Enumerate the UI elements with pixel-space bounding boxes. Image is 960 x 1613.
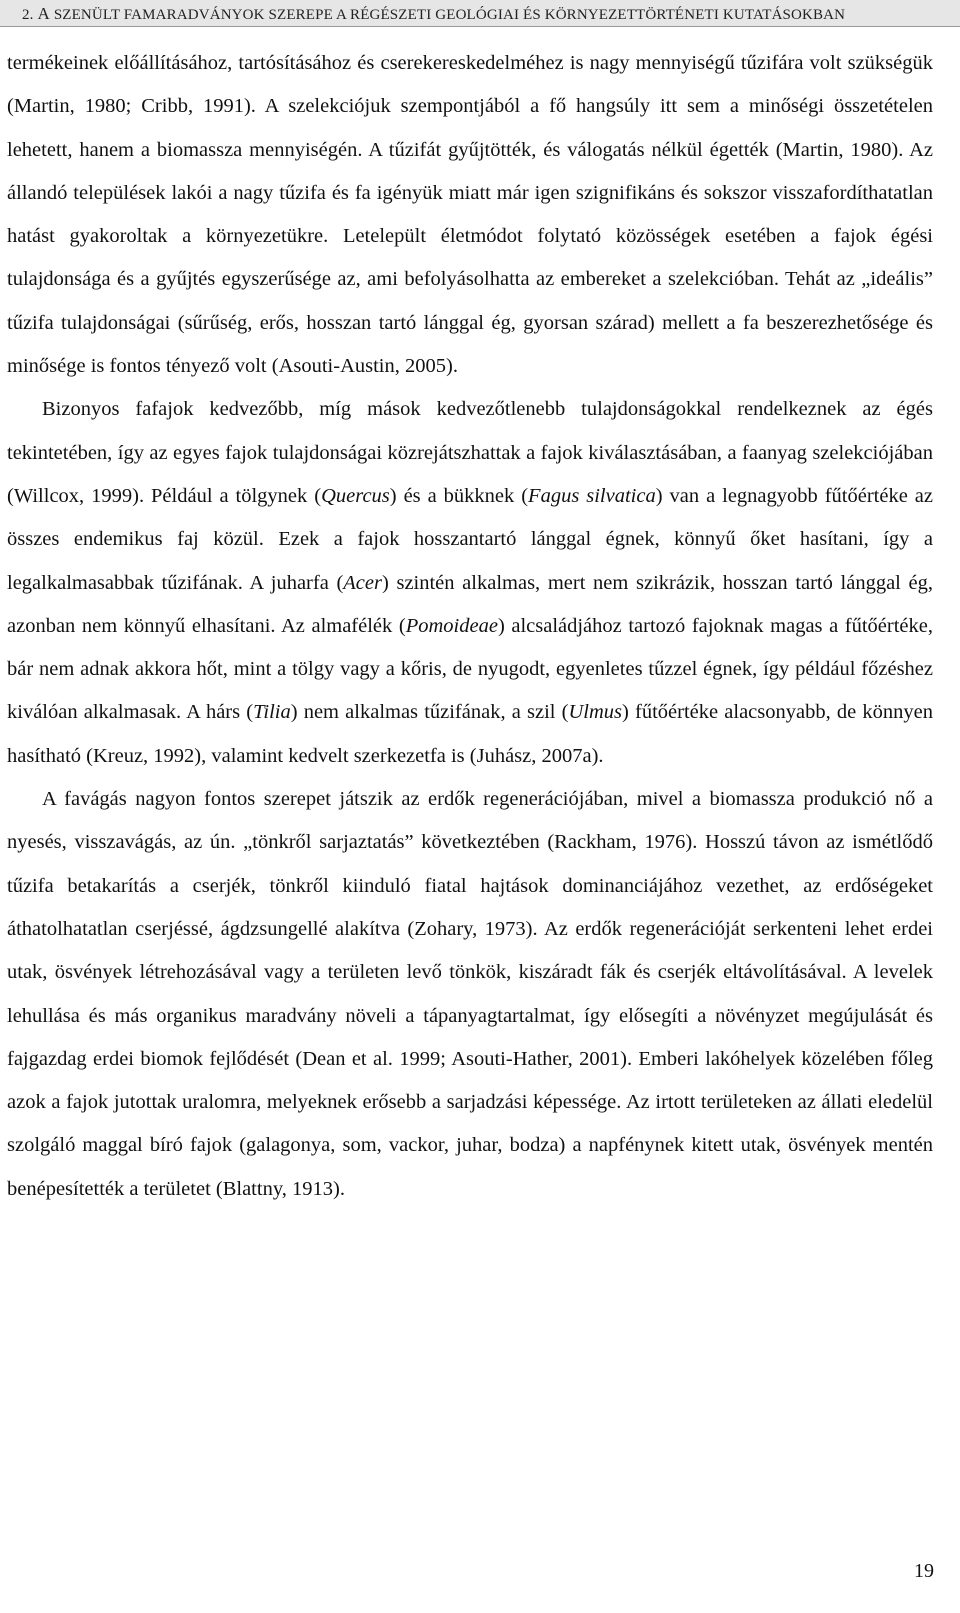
header-title: SZENÜLT FAMARADVÁNYOK SZEREPE A RÉGÉSZETI GEOLÓGIAI ÉS KÖRNYEZETTÖRTÉNETI KUTATÁSOKBAN — [53, 7, 846, 23]
text-run: termékeinek előállításához, tartósításához és cserekereskedelméhez is nagy mennyiségű tűzifára volt szükségük (Martin, 1980; Cribb, 1991). A szelekciójuk szempontjából a fő hangsúly itt sem a minőségi összetételen lehetett, hanem a biomassza mennyiségén. A tűzifát gyűjtötték, és válogatás nélkül égették (Martin, 1980). Az állandó települések lakói a nagy tűzifa és fa igényük miatt már igen szignifikáns és sokszor visszafordíthatatlan hatást gyakoroltak a környezetükre. Letelepült életmódot folytató közösségek esetében a fajok égési tulajdonsága és a gyűjtés egyszerűsége az, ami befolyásolhatta az embereket a szelekcióban. Tehát az „ideális” tűzifa tulajdonságai (sűrűség, erős, hosszan tartó lánggal ég, gyorsan szárad) mellett a fa beszerezhetősége és minősége is fontos tényező volt (Asouti-Austin, 2005). — [7, 52, 933, 378]
paragraph-2 — [7, 388, 933, 778]
text-run: ) és a bükknek ( — [389, 484, 529, 507]
paragraph-3 — [7, 778, 933, 1211]
text-run: ) van a legnagyobb fűtőértéke az összes endemikus faj közül. Ezek a fajok hosszantartó lánggal égnek, könnyű őket hasítani, így a legalkalmasabbak tűzifának. A juharfa ( — [7, 484, 933, 594]
species-name: Quercus — [321, 484, 390, 507]
header-section-number: 2. — [22, 7, 34, 23]
text-run: ) fűtőértéke alacsonyabb, de könnyen hasítható (Kreuz, 1992), valamint kedvelt szerkezetfa is (Juhász, 2007a). — [7, 701, 934, 767]
paragraph-1 — [7, 42, 933, 388]
text-run: Bizonyos fafajok kedvezőbb, míg mások kedvezőtlenebb tulajdonságokkal rendelkeznek az égés tekintetében, így az egyes fajok tulajdonságai közrejátszhattak a fajok kiválasztásában, a faanyag szelekciójában (Willcox, 1999). Például a tölgynek ( — [7, 398, 933, 507]
text-run: ) nem alkalmas tűzifának, a szil ( — [290, 701, 569, 724]
text-run: ) alcsaládjához tartozó fajoknak magas a fűtőértéke, bár nem adnak akkora hőt, mint a tölgy vagy a kőris, de nyugodt, egyenletes tűzzel égnek, így például főzéshez kiválóan alkalmasak. A hárs ( — [7, 614, 934, 724]
species-name: Ulmus — [568, 701, 623, 724]
text-run: ) szintén alkalmas, mert nem szikrázik, hosszan tartó lánggal ég, azonban nem könnyű elhasítani. Az almafélék ( — [7, 571, 933, 637]
species-name: Pomoideae — [405, 614, 498, 637]
running-header — [0, 0, 960, 27]
species-name: Fagus silvatica — [528, 484, 656, 507]
header-title-initial: A — [37, 4, 50, 23]
text-run: A favágás nagyon fontos szerepet játszik az erdők regenerációjában, mivel a biomassza produkció nő a nyesés, visszavágás, az ún. „tönkről sarjaztatás” következtében (Rackham, 1976). Hosszú távon az ismétlődő tűzifa betakarítás a cserjék, tönkről kiinduló fiatal hajtások dominanciájához vezethet, az erdőségeket áthatolhatatlan cserjéssé, ágdzsungellé alakítva (Zohary, 1973). Az erdők regenerációját serkenteni lehet erdei utak, ösvények létrehozásával vagy a területen levő tönkök, kiszáradt fák és cserjék eltávolításával. A levelek lehullása és más organikus maradvány növeli a tápanyagtartalmat, így elősegíti a növényzet megújulását és fajgazdag erdei biomok fejlődését (Dean et al. 1999; Asouti-Hather, 2001). Emberi lakóhelyek közelében főleg azok a fajok jutottak uralomra, melyeknek erősebb a sarjadzási képessége. Az irtott területeken az állati eledelül szolgáló maggal bíró fajok (galagonya, som, vackor, juhar, bodza) a napfénynek kitett utak, ösvények mentén benépesítették a területet (Blattny, 1913). — [7, 788, 933, 1200]
species-name: Acer — [343, 571, 382, 594]
body-text — [7, 42, 933, 1211]
species-name: Tilia — [253, 701, 291, 724]
page-number: 19 — [914, 1560, 934, 1582]
